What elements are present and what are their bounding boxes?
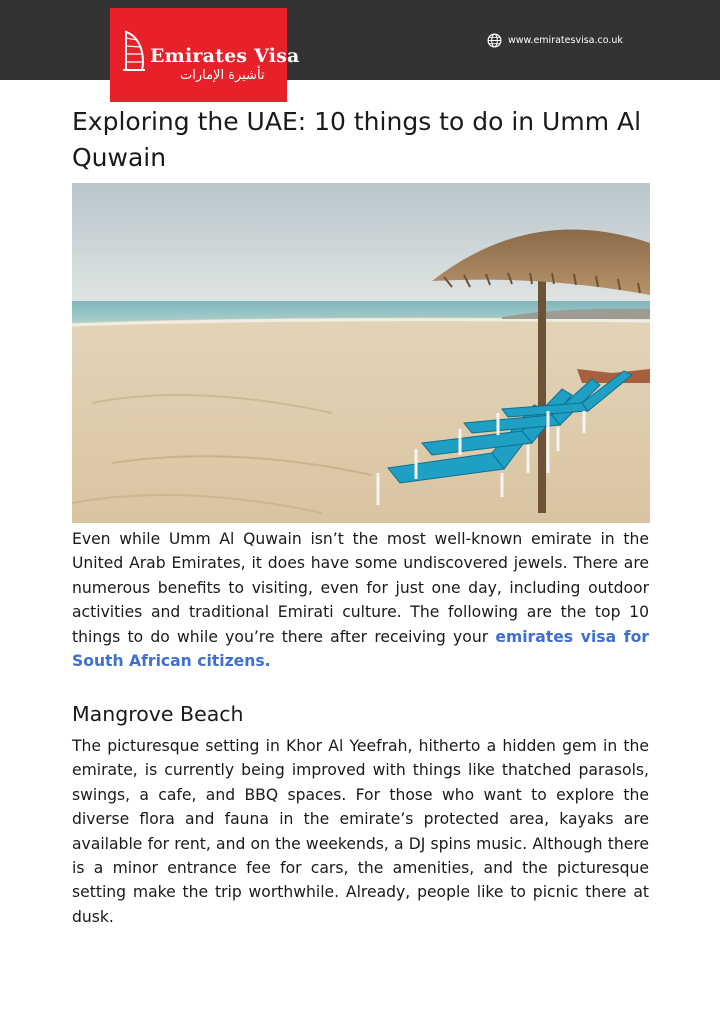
website-link[interactable] [487,31,623,49]
globe-icon [487,33,502,48]
header-bar [0,0,720,80]
hero-image [72,183,650,523]
logo-arabic-text: تأشيرة الإمارات [180,68,265,83]
website-url[interactable]: www.emiratesvisa.co.uk [508,34,623,46]
section-paragraph: The picturesque setting in Khor Al Yeefrah, hitherto a hidden gem in the emirate, is currently being improved with things like thatched parasols, swings, a cafe, and BBQ spaces. For those who want to explore the diverse flora and fauna in the emirate’s protected area, kayaks are available for rent, and on the weekends, a DJ spins music. Although there is a minor entrance fee for cars, the amenities, and the picturesque setting make the trip worthwhile. Already, people like to picnic there at dusk. [72,737,649,926]
logo-text: Emirates Visa [150,45,300,67]
brand-logo[interactable] [110,8,300,102]
page-title: Exploring the UAE: 10 things to do in Umm Al Quwain [72,107,642,172]
visa-link[interactable]: emirates visa for South African citizens. [72,627,649,671]
intro-text: Even while Umm Al Quwain isn’t the most well-known emirate in the United Arab Emirates, it does have some undiscovered jewels. There are numerous benefits to visiting, even for just one day, including outdoor activities and traditional Emirati culture. The following are the top 10 things to do while you’re there after receiving your [72,530,649,646]
burj-al-arab-icon [120,28,148,72]
section-heading: Mangrove Beach [72,702,244,726]
intro-paragraph [72,527,649,673]
